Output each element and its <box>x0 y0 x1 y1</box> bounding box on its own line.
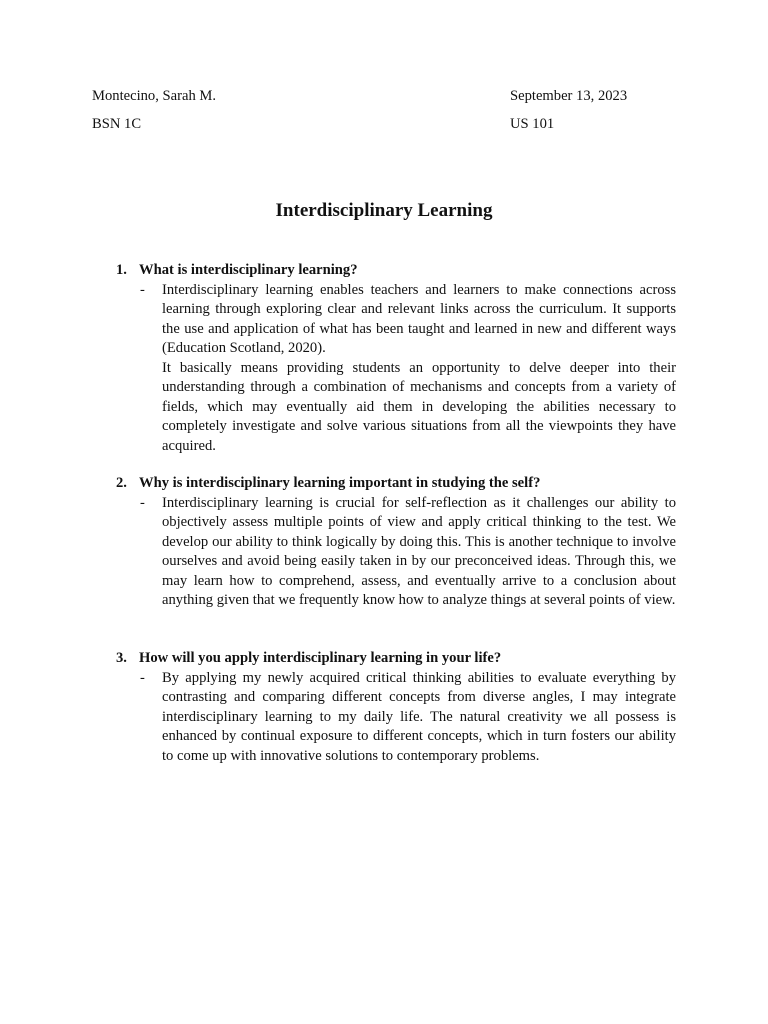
question-text: Why is interdisciplinary learning important in studying the self? <box>139 475 541 491</box>
question-block-2 <box>116 474 676 611</box>
question-text: What is interdisciplinary learning? <box>139 262 358 278</box>
answer-1 <box>116 281 676 457</box>
question-text: How will you apply interdisciplinary learning in your life? <box>139 650 502 666</box>
answer-2 <box>116 494 676 611</box>
answer-text <box>162 669 676 767</box>
answer-paragraph: Interdisciplinary learning is crucial for self-reflection as it challenges our ability to objectively assess multiple points of view and apply critical thinking to the test. We develop our ability to think logically by doing this. This is another technique to involve ourselves and avoid being easily taken in by our preconceived ideas. Through this, we may learn how to comprehend, assess, and eventually arrive to a conclusion about anything given that we frequently know how to analyze things at several points of view. <box>162 494 676 608</box>
question-number: 1. <box>116 262 127 278</box>
bullet-dash: - <box>140 494 145 511</box>
answer-paragraph: Interdisciplinary learning enables teachers and learners to make connections across learning through exploring clear and relevant links across the curriculum. It supports the use and application of what has been taught and learned in new and different ways (Education Scotland, 2020). <box>162 281 676 356</box>
document-title: Interdisciplinary Learning <box>275 200 493 221</box>
student-name: Montecino, Sarah M. <box>92 88 217 104</box>
course-code: US 101 <box>510 116 555 132</box>
document-header <box>92 86 692 142</box>
question-1 <box>116 261 676 281</box>
bullet-dash: - <box>140 669 145 686</box>
question-number: 2. <box>116 475 127 491</box>
header-row-2 <box>92 114 692 142</box>
header-row-1 <box>92 86 692 114</box>
question-number: 3. <box>116 650 127 666</box>
answer-3 <box>116 669 676 767</box>
student-section: BSN 1C <box>92 116 142 132</box>
answer-paragraph: By applying my newly acquired critical thinking abilities to evaluate everything by contrasting and comparing different concepts from diverse angles, I may integrate interdisciplinary learning to my daily life. The natural creativity we all possess is enhanced by continual exposure to different concepts, which in turn fosters our ability to come up with innovative solutions to contemporary problems. <box>162 669 676 764</box>
answer-text <box>162 494 676 611</box>
question-3 <box>116 649 676 669</box>
answer-text <box>162 281 676 457</box>
question-block-3 <box>116 649 676 766</box>
answer-paragraph: It basically means providing students an opportunity to delve deeper into their understanding through a combination of mechanisms and concepts from a variety of fields, which may eventually aid them in developing the abilities necessary to completely investigate and solve various situations from all the viewpoints they have acquired. <box>162 359 676 454</box>
question-block-1 <box>116 261 676 456</box>
bullet-dash: - <box>140 281 145 298</box>
question-2 <box>116 474 676 494</box>
submission-date: September 13, 2023 <box>510 88 628 104</box>
